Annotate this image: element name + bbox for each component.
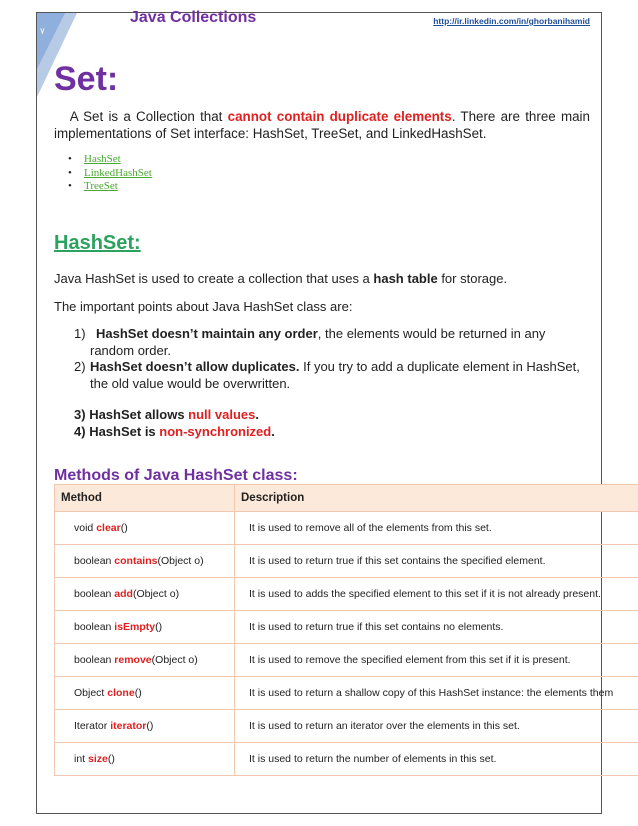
- method-signature: void clear(): [55, 512, 235, 545]
- method-description: It is used to remove all of the elements from this set.: [235, 512, 638, 545]
- table-row: [55, 743, 638, 776]
- table-row: [55, 578, 638, 611]
- hashset-points: [74, 326, 592, 392]
- table-row: [55, 677, 638, 710]
- method-name: isEmpty: [114, 621, 156, 633]
- col-description-header: Description: [235, 485, 638, 512]
- method-name: size: [88, 753, 108, 765]
- method-signature: boolean contains(Object o): [55, 545, 235, 578]
- link-hashset[interactable]: • HashSet: [68, 153, 152, 167]
- method-description: It is used to return the number of elements in this set.: [235, 743, 638, 776]
- method-signature: int size(): [55, 743, 235, 776]
- method-description: It is used to return true if this set contains the specified element.: [235, 545, 638, 578]
- table-header-row: [55, 485, 638, 512]
- method-name: contains: [114, 555, 158, 567]
- table-row: [55, 512, 638, 545]
- hashset-para-1: Java HashSet is used to create a collection that uses a hash table for storage.: [54, 271, 508, 286]
- hashset-para-2: The important points about Java HashSet class are:: [54, 299, 353, 314]
- link-linkedhashset[interactable]: • LinkedHashSet: [68, 167, 152, 181]
- method-signature: boolean remove(Object o): [55, 644, 235, 677]
- method-signature: Object clone(): [55, 677, 235, 710]
- table-row: [55, 710, 638, 743]
- methods-table-body: [55, 512, 638, 776]
- point-2: 2) HashSet doesn’t allow duplicates. If you try to add a duplicate element in HashSet, the old value would be overwritten.: [74, 359, 580, 391]
- method-signature: boolean add(Object o): [55, 578, 235, 611]
- method-name: add: [114, 588, 133, 600]
- hashset-heading: HashSet:: [54, 232, 141, 254]
- method-name: iterator: [110, 720, 147, 732]
- method-signature: Iterator iterator(): [55, 710, 235, 743]
- method-signature: boolean isEmpty(): [55, 611, 235, 644]
- col-method-header: Method: [55, 485, 235, 512]
- table-row: [55, 611, 638, 644]
- header-link[interactable]: http://ir.linkedin.com/in/ghorbanihamid: [433, 16, 590, 26]
- methods-heading: Methods of Java HashSet class:: [54, 467, 298, 484]
- set-heading: Set:: [54, 60, 119, 98]
- method-description: It is used to return a shallow copy of this HashSet instance: the elements them: [235, 677, 638, 710]
- method-name: remove: [114, 654, 152, 666]
- set-intro: A Set is a Collection that cannot contain duplicate elements. There are three main implementations of Set interface: HashSet, TreeSet, and LinkedHashSet.: [54, 109, 590, 141]
- set-links-list: [68, 153, 152, 194]
- point-4: 4) HashSet is non-synchronized.: [74, 423, 275, 439]
- set-intro-highlight: cannot contain duplicate elements: [227, 109, 452, 124]
- method-name: clone: [107, 687, 135, 699]
- table-row: [55, 545, 638, 578]
- method-description: It is used to remove the specified element from this set if it is present.: [235, 644, 638, 677]
- page-number: ٧: [40, 26, 45, 36]
- point-1: 1) HashSet doesn’t maintain any order, the elements would be returned in any random order.: [74, 326, 546, 358]
- methods-table: [54, 484, 638, 776]
- hashset-points-bold: [74, 407, 275, 440]
- method-description: It is used to return true if this set contains no elements.: [235, 611, 638, 644]
- method-description: It is used to return an iterator over the elements in this set.: [235, 710, 638, 743]
- point-3: 3) HashSet allows null values.: [74, 407, 259, 422]
- link-treeset[interactable]: • TreeSet: [68, 180, 152, 194]
- table-row: [55, 644, 638, 677]
- method-description: It is used to adds the specified element to this set if it is not already present.: [235, 578, 638, 611]
- method-name: clear: [96, 522, 121, 534]
- header-title: Java Collections: [130, 9, 257, 26]
